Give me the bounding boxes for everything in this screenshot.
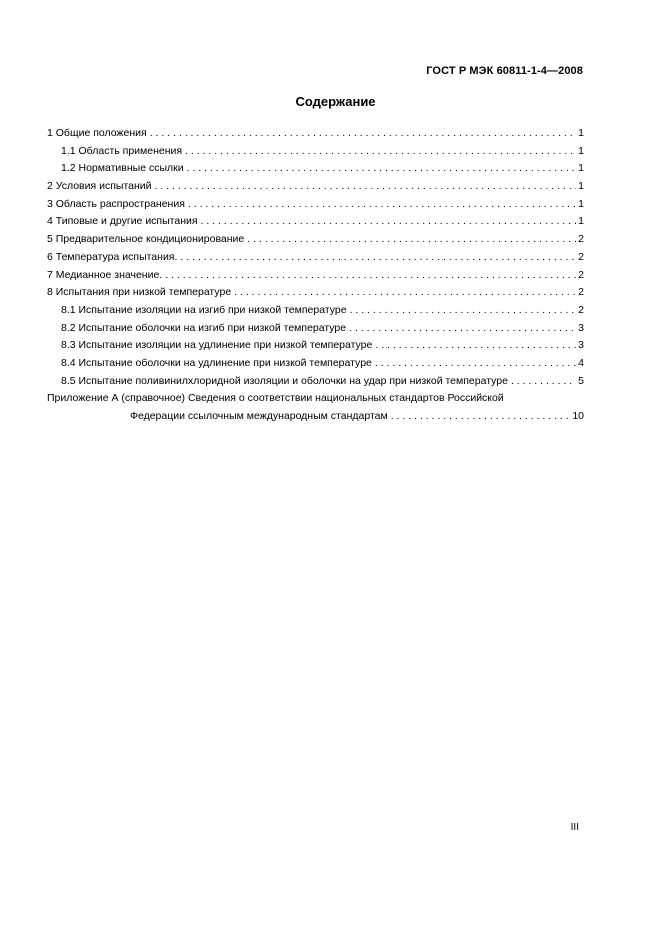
toc-entry-text: 1 Общие положения bbox=[47, 127, 147, 139]
toc-entry-4[interactable] bbox=[47, 213, 584, 231]
toc-entry-7[interactable] bbox=[47, 267, 584, 285]
dot-leader bbox=[185, 143, 576, 161]
dot-leader bbox=[349, 320, 576, 338]
toc-entry-text: 8.1 Испытание изоляции на изгиб при низкой температуре bbox=[61, 303, 347, 316]
toc-entry-page: 1 bbox=[578, 127, 584, 139]
toc-entry-text: 7 Медианное значение. bbox=[47, 268, 163, 281]
toc-entry-page: 2 bbox=[578, 233, 584, 246]
toc-entry-text: 1.1 Область применения bbox=[61, 144, 183, 157]
dot-leader bbox=[165, 267, 576, 285]
dot-leader bbox=[234, 284, 576, 302]
dot-leader bbox=[150, 125, 576, 143]
toc-entry-page: 3 bbox=[578, 339, 584, 352]
toc-entry-text: 8 Испытания при низкой температуре bbox=[47, 286, 232, 299]
toc-entry-text: 6 Температура испытания. bbox=[47, 250, 178, 263]
toc-entry-page: 1 bbox=[578, 215, 584, 228]
toc-entry-page: 4 bbox=[578, 356, 584, 369]
toc-entry-page: 5 bbox=[578, 374, 584, 387]
toc-entry-text: 2 Условия испытаний bbox=[47, 180, 152, 193]
dot-leader bbox=[350, 302, 577, 320]
toc-entry-8-2[interactable] bbox=[47, 320, 584, 338]
page-title: Содержание bbox=[295, 94, 376, 109]
toc-entry-1[interactable] bbox=[47, 125, 584, 143]
toc-entry-text: 8.3 Испытание изоляции на удлинение при низкой температуре bbox=[61, 339, 373, 352]
toc-entry-page: 2 bbox=[578, 250, 584, 263]
toc-entry-page: 2 bbox=[578, 303, 584, 316]
toc-entry-1-2[interactable] bbox=[47, 160, 584, 178]
toc-entry-2[interactable] bbox=[47, 178, 584, 196]
toc-entry-page: 3 bbox=[578, 321, 584, 334]
toc-entry-page: 10 bbox=[572, 410, 584, 422]
dot-leader bbox=[391, 408, 571, 426]
dot-leader bbox=[375, 355, 576, 373]
toc-entry-text: 8.5 Испытание поливинилхлоридной изоляции и оболочки на удар при низкой температуре bbox=[61, 374, 508, 387]
toc-entry-text: 5 Предварительное кондиционирование bbox=[47, 233, 245, 246]
toc-entry-text: 8.2 Испытание оболочки на изгиб при низкой температуре bbox=[61, 321, 347, 334]
dot-leader bbox=[187, 160, 577, 178]
toc-entry-3[interactable] bbox=[47, 196, 584, 214]
dot-leader bbox=[155, 178, 577, 196]
dot-leader bbox=[180, 249, 576, 267]
toc-entry-6[interactable] bbox=[47, 249, 584, 267]
toc-entry-text: 1.2 Нормативные ссылки bbox=[61, 162, 184, 175]
toc-entry-8-3[interactable] bbox=[47, 337, 584, 355]
toc-entry-page: 1 bbox=[578, 144, 584, 157]
toc-entry-8-1[interactable] bbox=[47, 302, 584, 320]
toc-appendix-a-line-2[interactable] bbox=[47, 408, 584, 426]
toc-entry-1-1[interactable] bbox=[47, 143, 584, 161]
toc-entry-text: 3 Область распространения bbox=[47, 197, 185, 210]
toc-entry-text: 8.4 Испытание оболочки на удлинение при низкой температуре bbox=[61, 356, 372, 369]
toc-entry-page: 1 bbox=[578, 197, 584, 210]
dot-leader bbox=[201, 213, 577, 231]
dot-leader bbox=[188, 196, 576, 214]
document-id-header: ГОСТ Р МЭК 60811-1-4—2008 bbox=[426, 65, 583, 77]
dot-leader bbox=[247, 231, 576, 249]
toc-entry-text: 4 Типовые и другие испытания bbox=[47, 215, 198, 228]
toc-entry-8[interactable] bbox=[47, 284, 584, 302]
toc-entry-page: 2 bbox=[578, 268, 584, 281]
page-number: III bbox=[570, 822, 579, 833]
toc-entry-page: 1 bbox=[578, 162, 584, 175]
toc-entry-page: 1 bbox=[578, 180, 584, 193]
toc-appendix-a-line-1[interactable]: Приложение А (справочное) Сведения о соответствии национальных стандартов Российской bbox=[47, 392, 504, 405]
dot-leader bbox=[511, 373, 576, 391]
dot-leader bbox=[375, 337, 576, 355]
toc-entry-5[interactable] bbox=[47, 231, 584, 249]
toc-entry-8-4[interactable] bbox=[47, 355, 584, 373]
toc-entry-text: Федерации ссылочным международным стандартам bbox=[130, 410, 388, 422]
table-of-contents bbox=[47, 125, 584, 426]
toc-entry-page: 2 bbox=[578, 286, 584, 299]
toc-entry-8-5[interactable] bbox=[47, 373, 584, 391]
